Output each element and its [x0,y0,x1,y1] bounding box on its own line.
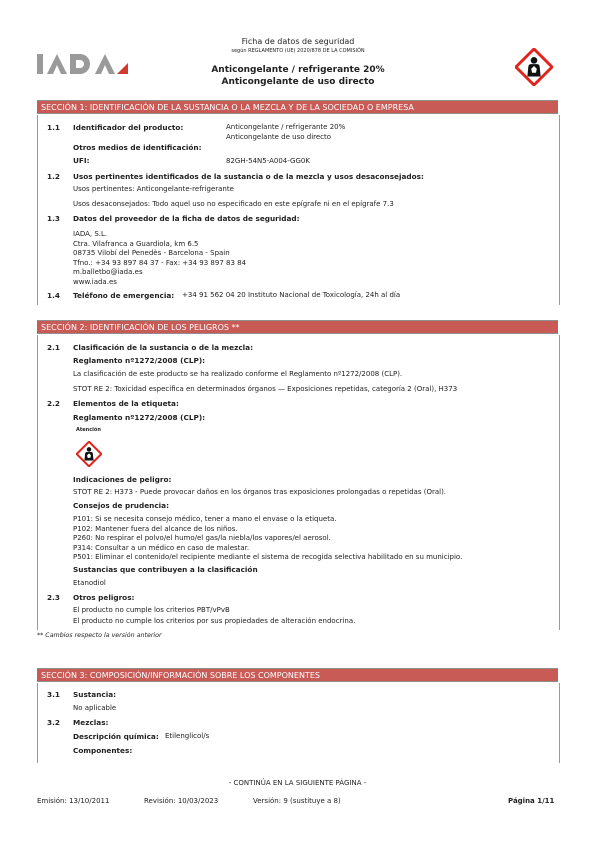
product-name: Anticongelante / refrigerante 20% [211,65,385,75]
field-label: Teléfono de emergencia: [73,291,175,300]
supplier-block [73,230,246,287]
field-label: Componentes: [73,746,133,755]
section-3-header: SECCIÓN 3: COMPOSICIÓN/INFORMACIÓN SOBRE LOS COMPONENTES [37,668,558,682]
field-value: Usos pertinentes: Anticongelante-refrigerante [73,185,234,193]
field-value: Anticongelante de uso directo [226,133,332,141]
field-label: Indicaciones de peligro: [73,475,172,484]
supplier-line: Tfno.: +34 93 897 84 37 - Fax: +34 93 897 83 84 [73,258,247,267]
version: Versión: 9 (sustituye a 8) [253,797,341,805]
field-label: Clasificación de la sustancia o de la mezcla: [73,343,254,352]
section-number: 1.1 [47,123,60,132]
field-label: Reglamento nº1272/2008 (CLP): [73,356,206,365]
field-value: Anticongelante / refrigerante 20% [226,123,346,131]
hazard-statement: STOT RE 2: H373 - Puede provocar daños en los órganos tras exposiciones prolongadas o repetidas (Oral). [73,488,447,496]
continue-note: - CONTINÚA EN LA SIGUIENTE PÁGINA - [228,779,367,787]
supplier-website[interactable]: www.iada.es [73,277,117,286]
ufi-value: 82GH-54N5-A004-GG0K [226,157,310,165]
iada-logo-icon [37,52,129,76]
health-hazard-icon [76,441,102,467]
precaution-list [73,515,462,563]
changes-note: ** Cambios respecto la versión anterior [37,632,162,639]
precaution-item: P314: Consultar a un médico en caso de malestar. [73,543,250,552]
health-hazard-icon [515,48,553,86]
field-label: Sustancias que contribuyen a la clasificación [73,565,258,574]
field-label: Mezclas: [73,718,109,727]
section-2-header: SECCIÓN 2: IDENTIFICACIÓN DE LOS PELIGROS ** [37,320,558,334]
supplier-email[interactable]: m.balletbo@iada.es [73,268,143,276]
field-label: Identificador del producto: [73,123,184,132]
emergency-phone: +34 91 562 04 20 Instituto Nacional de Toxicología, 24h al día [182,291,401,299]
doc-title: Ficha de datos de seguridad [241,37,355,46]
field-value: Etilenglicol/s [165,732,210,740]
section-number: 3.1 [47,690,60,699]
field-label: Reglamento nº1272/2008 (CLP): [73,413,206,422]
section-number: 3.2 [47,718,60,727]
field-label: Consejos de prudencia: [73,501,170,510]
section-1-header: SECCIÓN 1: IDENTIFICACIÓN DE LA SUSTANCIA O LA MEZCLA Y DE LA SOCIEDAD O EMPRESA [37,100,558,114]
signal-word: Atención [76,427,101,433]
company-logo [37,52,129,78]
section-number: 1.3 [47,214,60,223]
section-number: 2.2 [47,399,60,408]
supplier-line: 08735 Vilobí del Penedès - Barcelona - Spain [73,249,230,257]
precaution-item: P501: Eliminar el contenido/el recipiente mediante el sistema de recogida selectiva habilitado en su municipio. [73,553,463,562]
regulation-ref: según REGLAMENTO (UE) 2020/878 DE LA COMISIÓN [231,48,365,54]
field-label: Descripción química: [73,732,159,741]
field-label: Elementos de la etiqueta: [73,399,179,408]
field-value: El producto no cumple los criterios por sus propiedades de alteración endocrina. [73,617,356,625]
field-value: No aplicable [73,704,117,712]
field-label: Datos del proveedor de la ficha de datos de seguridad: [73,214,300,223]
precaution-item: P102: Mantener fuera del alcance de los niños. [73,524,238,533]
revision-date: Revisión: 10/03/2023 [144,797,219,805]
section-number: 2.3 [47,593,60,602]
field-label: Usos pertinentes identificados de la sustancia o de la mezcla y usos desaconsejados: [73,172,424,181]
health-hazard-pictogram-small [76,441,102,467]
field-value: La clasificación de este producto se ha realizado conforme el Reglamento nº1272/2008 (CLP). [73,370,403,378]
field-label: UFI: [73,156,90,165]
product-subtitle: Anticongelante de uso directo [221,77,375,87]
field-value: El producto no cumple los criterios PBT/vPvB [73,606,230,614]
precaution-item: P101: Si se necesita consejo médico, tener a mano el envase o la etiqueta. [73,515,337,523]
field-value: Usos desaconsejados: Todo aquel uso no especificado en este epígrafe ni en el epígrafe 7.3 [73,200,394,208]
field-label: Sustancia: [73,690,117,699]
supplier-line: IADA, S.L. [73,230,108,238]
section-number: 1.4 [47,291,60,300]
issue-date: Emisión: 13/10/2011 [37,797,110,805]
page-number: Página 1/11 [508,797,555,805]
section-number: 1.2 [47,172,60,181]
precaution-item: P260: No respirar el polvo/el humo/el gas/la niebla/los vapores/el aerosol. [73,534,331,543]
field-label: Otros medios de identificación: [73,143,202,152]
field-label: Otros peligros: [73,593,135,602]
supplier-line: Ctra. Vilafranca a Guardiola, km 6.5 [73,239,199,248]
field-value: Etanodiol [73,579,106,587]
health-hazard-pictogram [515,48,553,86]
section-number: 2.1 [47,343,60,352]
field-value: STOT RE 2: Toxicidad específica en determinados órganos — Exposiciones repetidas, categoría 2 (Oral), H373 [73,385,458,393]
